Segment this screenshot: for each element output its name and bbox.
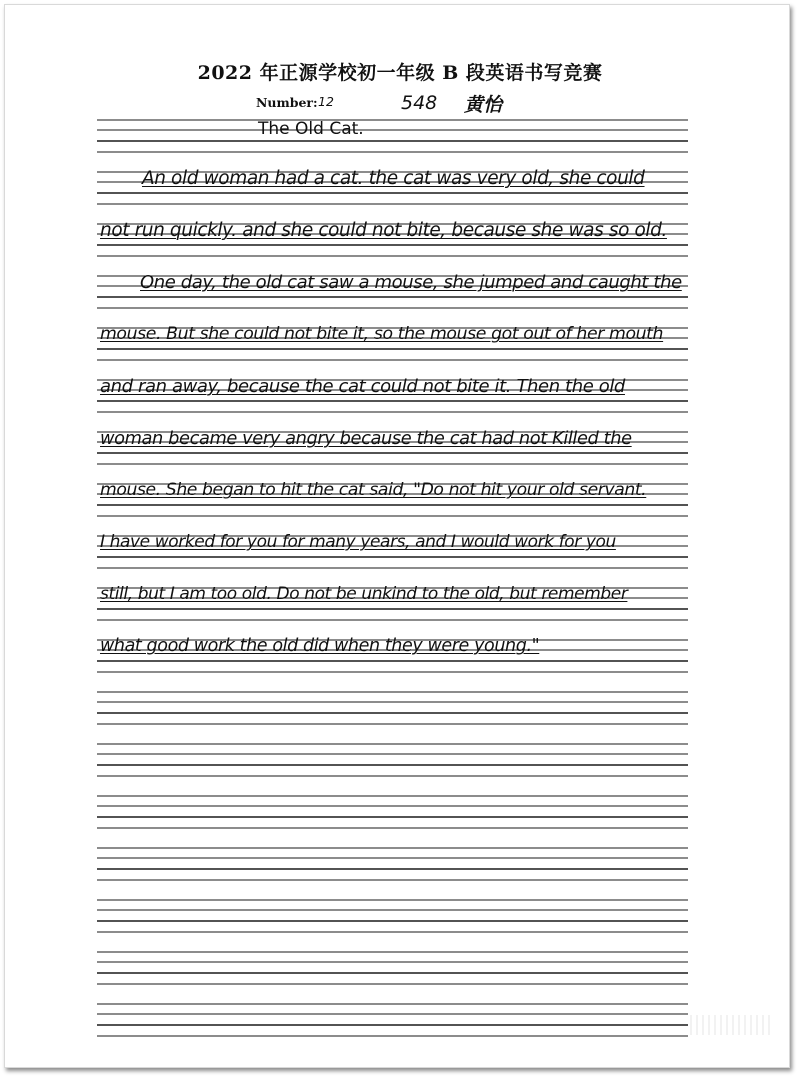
student-name: 黄怡	[464, 94, 503, 116]
student-id: 548	[401, 92, 438, 114]
essay-line: what good work the old did when they were young."	[100, 636, 540, 656]
page-title: 2022 年正源学校初一年级 B 段英语书写竞赛	[197, 62, 603, 84]
essay-line: not run quickly. and she could not bite, because she was so old.	[100, 220, 667, 241]
essay-line: and ran away, because the cat could not bite it. Then the old	[100, 376, 625, 397]
essay-line: mouse. She began to hit the cat said, "Do not hit your old servant.	[100, 480, 647, 500]
essay-line: woman became very angry because the cat had not Killed the	[100, 428, 632, 449]
essay-line: One day, the old cat saw a mouse, she jumped and caught the	[140, 272, 682, 293]
number-label: Number:	[256, 95, 318, 110]
number-value: 12	[318, 94, 334, 109]
essay-line: I have worked for you for many years, and I would work for you	[100, 532, 616, 552]
essay-title: The Old Cat.	[258, 119, 364, 139]
scan-smudge	[690, 1015, 770, 1035]
essay-line: An old woman had a cat. the cat was very old, she could	[142, 168, 645, 189]
essay-line: still, but I am too old. Do not be unkind to the old, but remember	[100, 584, 628, 604]
essay-line: mouse. But she could not bite it, so the mouse got out of her mouth	[100, 324, 664, 344]
